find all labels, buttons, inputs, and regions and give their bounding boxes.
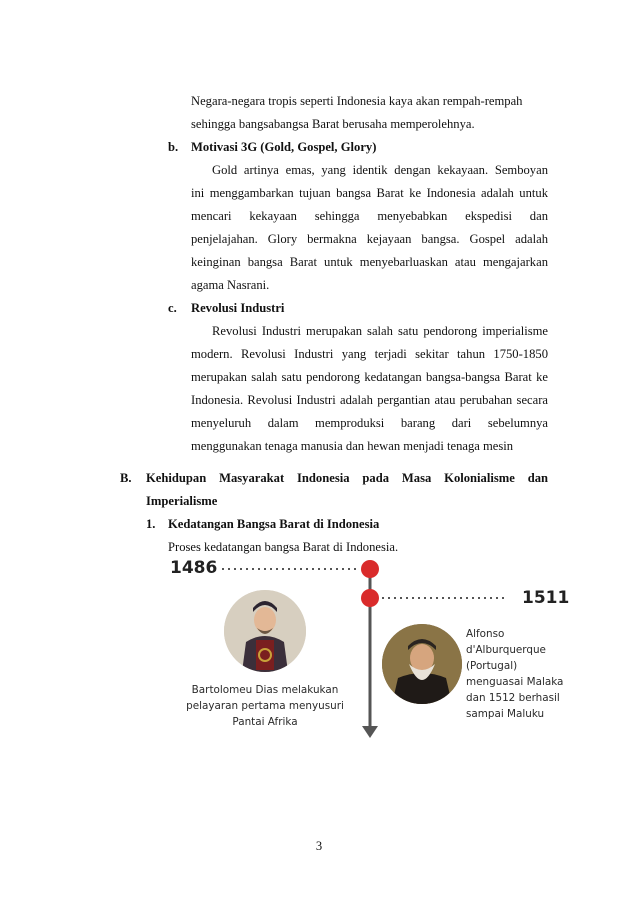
marker-dot-1511 bbox=[361, 589, 379, 607]
paragraph-line: ini menggambarkan tujuan bangsa Barat ke Indonesia adalah untuk bbox=[191, 186, 548, 200]
caption-line: Pantai Afrika bbox=[232, 716, 298, 728]
timeline-infographic bbox=[160, 556, 580, 746]
portrait-bartolomeu-dias bbox=[224, 590, 306, 672]
page-number: 3 bbox=[315, 839, 323, 853]
marker-dot-1486 bbox=[361, 560, 379, 578]
heading-revolusi-industri: Revolusi Industri bbox=[191, 301, 285, 315]
paragraph-line: Indonesia. Revolusi Industri adalah pergantian atau perubahan secara bbox=[191, 393, 548, 407]
intro-line-1: Negara-negara tropis seperti Indonesia kaya akan rempah-rempah bbox=[191, 94, 523, 108]
timeline-year-1511: 1511 bbox=[522, 588, 570, 608]
heading-motivasi-3g: Motivasi 3G (Gold, Gospel, Glory) bbox=[191, 140, 377, 154]
caption-line: menguasai Malaka bbox=[466, 676, 564, 688]
section-marker-B: B. bbox=[120, 471, 132, 485]
subsection-text: Proses kedatangan bangsa Barat di Indonesia. bbox=[168, 540, 399, 554]
paragraph-line: Gold artinya emas, yang identik dengan kekayaan. Semboyan bbox=[212, 163, 548, 177]
paragraph-line: menggunakan tenaga manusia dan hewan menjadi tenaga mesin bbox=[191, 439, 514, 453]
portrait-alfonso-dalburquerque bbox=[382, 624, 462, 704]
caption-line: pelayaran pertama menyusuri bbox=[186, 700, 344, 712]
paragraph-line: agama Nasrani. bbox=[191, 278, 270, 292]
list-marker-c: c. bbox=[168, 301, 177, 315]
caption-line: Bartolomeu Dias melakukan bbox=[191, 684, 339, 696]
section-heading-line-1: Kehidupan Masyarakat Indonesia pada Masa Kolonialisme dan bbox=[146, 471, 548, 485]
caption-line: sampai Maluku bbox=[466, 708, 545, 720]
timeline-caption-1511 bbox=[466, 626, 576, 722]
paragraph-line: menyeluruh dalam memproduksi barang dari sebelumnya bbox=[191, 416, 548, 430]
timeline-arrow-icon bbox=[362, 726, 378, 738]
paragraph-line: mencari kekayaan sehingga menyebabkan ekspedisi dan bbox=[191, 209, 548, 223]
paragraph-line: merupakan salah satu pendorong kedatangan bangsa-bangsa Barat ke bbox=[191, 370, 548, 384]
list-marker-b: b. bbox=[168, 140, 179, 154]
section-heading-line-2: Imperialisme bbox=[146, 494, 218, 508]
caption-line: dan 1512 berhasil bbox=[466, 692, 560, 704]
paragraph-line: modern. Revolusi Industri yang terjadi sekitar tahun 1750-1850 bbox=[191, 347, 548, 361]
caption-line: Alfonso bbox=[466, 628, 505, 640]
timeline-caption-1486 bbox=[180, 682, 350, 730]
timeline-year-1486: 1486 bbox=[170, 558, 218, 578]
subsection-marker-1: 1. bbox=[146, 517, 156, 531]
intro-line-2: sehingga bangsabangsa Barat berusaha memperolehnya. bbox=[191, 117, 475, 131]
paragraph-line: keinginan bangsa Barat untuk menyebarluaskan atau mengajarkan bbox=[191, 255, 548, 269]
paragraph-line: Revolusi Industri merupakan salah satu pendorong imperialisme bbox=[212, 324, 548, 338]
caption-line: d'Alburquerque bbox=[466, 644, 546, 656]
paragraph-line: penjelajahan. Glory bermakna kejayaan bangsa. Gospel adalah bbox=[191, 232, 548, 246]
subsection-heading: Kedatangan Bangsa Barat di Indonesia bbox=[168, 517, 380, 531]
caption-line: (Portugal) bbox=[466, 660, 518, 672]
